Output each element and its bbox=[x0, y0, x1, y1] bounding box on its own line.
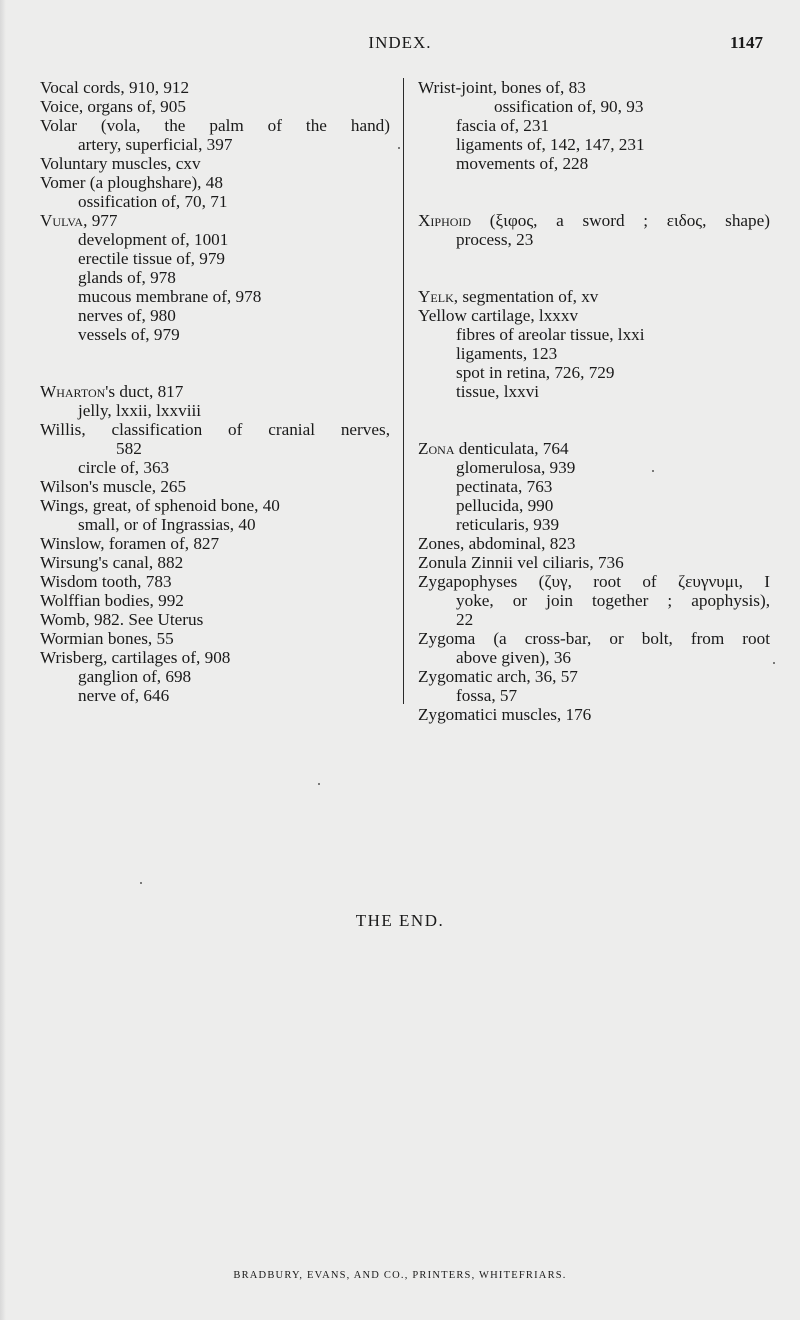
running-head bbox=[0, 33, 800, 57]
index-subentry: pectinata, 763 bbox=[456, 477, 553, 496]
index-subentry: ligaments of, 142, 147, 231 bbox=[456, 135, 645, 154]
index-entry: Wisdom tooth, 783 bbox=[40, 572, 172, 591]
index-subentry: development of, 1001 bbox=[78, 230, 229, 249]
paper-speck bbox=[318, 783, 320, 785]
index-entry: Winslow, foramen of, 827 bbox=[40, 534, 220, 553]
index-subentry: above given), 36 bbox=[456, 648, 572, 667]
page-title: INDEX. bbox=[368, 33, 432, 52]
paper-speck bbox=[773, 662, 775, 664]
index-subentry: 22 bbox=[456, 610, 474, 629]
index-entry: Vocal cords, 910, 912 bbox=[40, 78, 190, 97]
index-subentry: 582 bbox=[116, 439, 142, 458]
index-subentry: fossa, 57 bbox=[456, 686, 518, 705]
index-column-right bbox=[418, 78, 770, 724]
section-gap bbox=[418, 249, 770, 287]
index-subentry: jelly, lxxii, lxxviii bbox=[78, 401, 202, 420]
index-subentry: small, or of Ingrassias, 40 bbox=[78, 515, 256, 534]
index-subentry: glands of, 978 bbox=[78, 268, 176, 287]
index-entry: Zygomatic arch, 36, 57 bbox=[418, 667, 578, 686]
index-entry: Womb, 982. See Uterus bbox=[40, 610, 204, 629]
index-entry: Wings, great, of sphenoid bone, 40 bbox=[40, 496, 280, 515]
index-subentry: vessels of, 979 bbox=[78, 325, 180, 344]
index-entry: Wrist-joint, bones of, 83 bbox=[418, 78, 586, 97]
index-entry: Wharton's duct, 817 bbox=[40, 382, 184, 401]
paper-speck bbox=[140, 882, 142, 884]
section-gap bbox=[418, 173, 770, 211]
index-entry: Wrisberg, cartilages of, 908 bbox=[40, 648, 231, 667]
page-edge-shadow bbox=[0, 0, 6, 1320]
index-subentry: erectile tissue of, 979 bbox=[78, 249, 226, 268]
index-subentry: ganglion of, 698 bbox=[78, 667, 192, 686]
index-entry: Xiphoid (ξιφος, a sword ; ειδος, shape) bbox=[418, 211, 770, 230]
index-entry: Zygapophyses (ζυγ, root of ζευγνυμι, I bbox=[418, 572, 770, 591]
paper-speck bbox=[652, 470, 654, 472]
index-entry: Volar (vola, the palm of the hand) bbox=[40, 116, 390, 135]
index-subentry: yoke, or join together ; apophysis), bbox=[456, 591, 770, 610]
index-subentry: ossification of, 90, 93 bbox=[494, 97, 644, 116]
page-number: 1147 bbox=[729, 33, 763, 52]
index-entry: Vulva, 977 bbox=[40, 211, 118, 230]
index-entry: Zona denticulata, 764 bbox=[418, 439, 569, 458]
index-entry: Vomer (a ploughshare), 48 bbox=[40, 173, 223, 192]
index-entry: Zygoma (a cross-bar, or bolt, from root bbox=[418, 629, 770, 648]
index-entry: Yelk, segmentation of, xv bbox=[418, 287, 599, 306]
index-entry: Yellow cartilage, lxxxv bbox=[418, 306, 579, 325]
index-subentry: ossification of, 70, 71 bbox=[78, 192, 228, 211]
section-gap bbox=[40, 344, 390, 382]
index-subentry: nerve of, 646 bbox=[78, 686, 170, 705]
index-subentry: nerves of, 980 bbox=[78, 306, 176, 325]
index-subentry: artery, superficial, 397 bbox=[78, 135, 233, 154]
index-subentry: fascia of, 231 bbox=[456, 116, 550, 135]
index-entry: Voice, organs of, 905 bbox=[40, 97, 186, 116]
index-entry: Wirsung's canal, 882 bbox=[40, 553, 184, 572]
index-column-left bbox=[40, 78, 390, 705]
section-gap bbox=[418, 401, 770, 439]
paper-speck bbox=[398, 147, 400, 149]
index-subentry: mucous membrane of, 978 bbox=[78, 287, 262, 306]
end-mark: THE END. bbox=[355, 911, 445, 930]
index-subentry: pellucida, 990 bbox=[456, 496, 554, 515]
index-subentry: tissue, lxxvi bbox=[456, 382, 540, 401]
index-subentry: spot in retina, 726, 729 bbox=[456, 363, 615, 382]
index-entry: Zones, abdominal, 823 bbox=[418, 534, 576, 553]
index-entry: Zygomatici muscles, 176 bbox=[418, 705, 592, 724]
index-entry: Willis, classification of cranial nerves, bbox=[40, 420, 390, 439]
index-subentry: ligaments, 123 bbox=[456, 344, 558, 363]
index-subentry: reticularis, 939 bbox=[456, 515, 560, 534]
index-entry: Wolffian bodies, 992 bbox=[40, 591, 184, 610]
column-divider bbox=[403, 78, 404, 704]
printer-imprint: BRADBURY, EVANS, AND CO., PRINTERS, WHITEFRIARS. bbox=[233, 1270, 567, 1281]
index-subentry: movements of, 228 bbox=[456, 154, 589, 173]
index-subentry: glomerulosa, 939 bbox=[456, 458, 576, 477]
index-entry: Zonula Zinnii vel ciliaris, 736 bbox=[418, 553, 624, 572]
index-subentry: fibres of areolar tissue, lxxi bbox=[456, 325, 645, 344]
index-entry: Wilson's muscle, 265 bbox=[40, 477, 187, 496]
index-subentry: circle of, 363 bbox=[78, 458, 170, 477]
index-entry: Wormian bones, 55 bbox=[40, 629, 174, 648]
index-entry: Voluntary muscles, cxv bbox=[40, 154, 201, 173]
index-subentry: process, 23 bbox=[456, 230, 534, 249]
